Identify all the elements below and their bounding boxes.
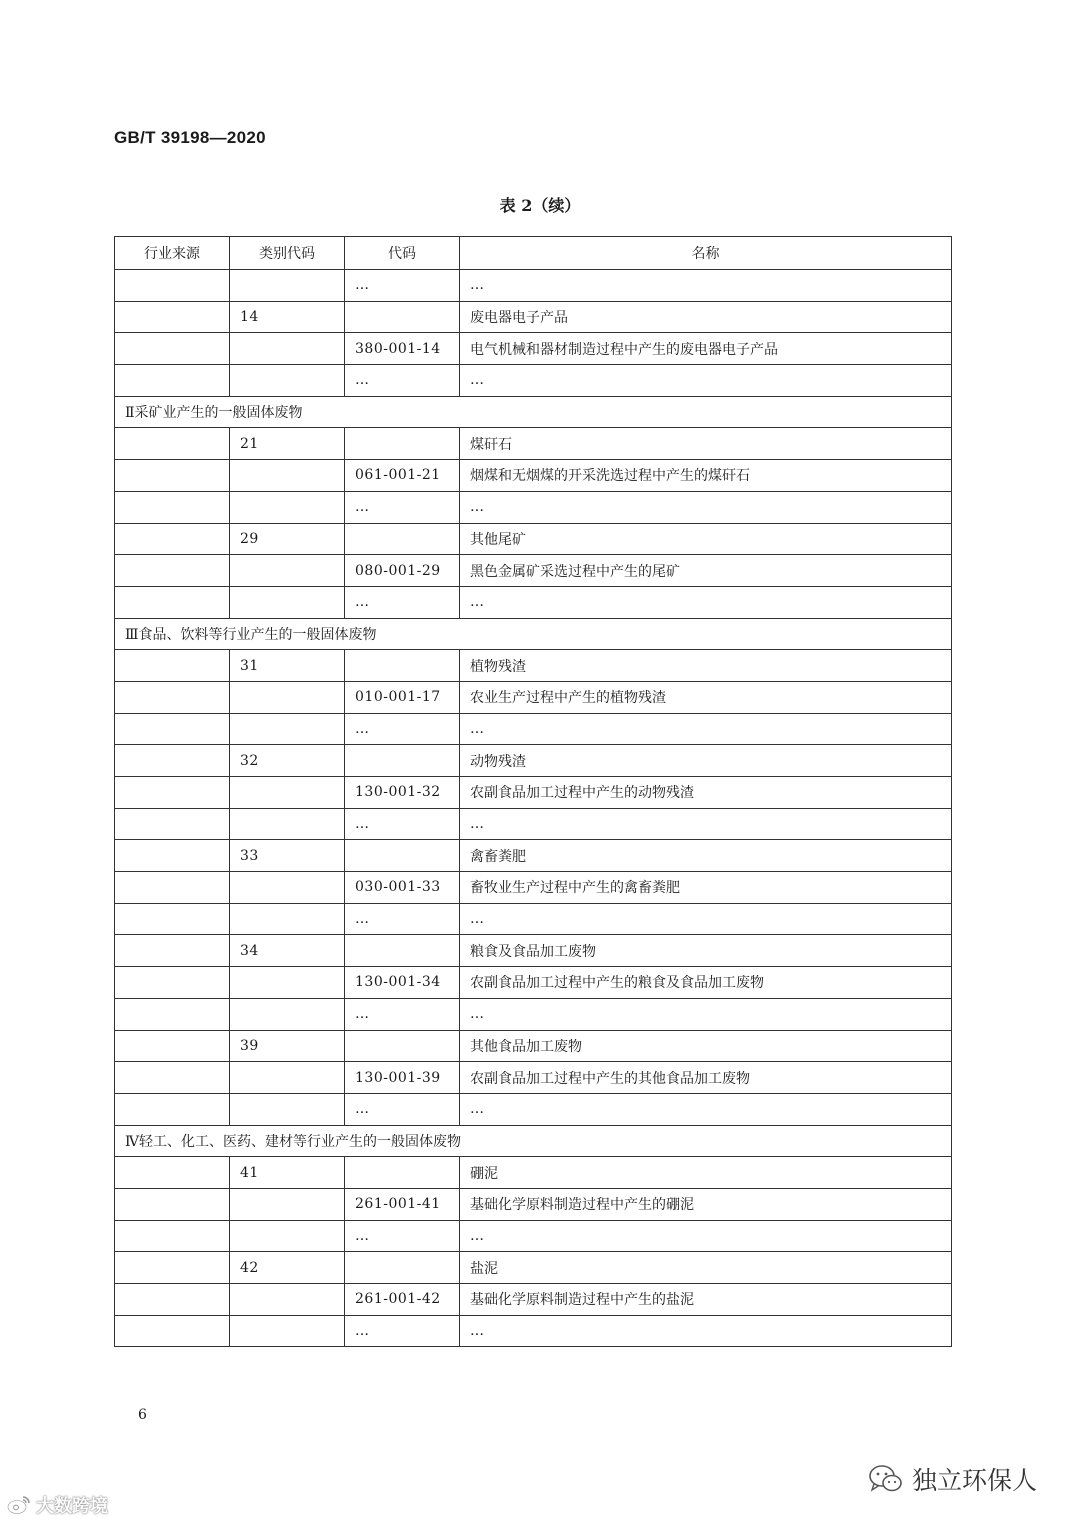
watermark-right: [868, 1461, 1037, 1497]
cell-code: 261-001-42: [345, 1284, 460, 1316]
cell-category-code: 31: [230, 650, 345, 682]
cell-name: …: [460, 1220, 952, 1252]
cell-name: …: [460, 1093, 952, 1125]
section-label: Ⅳ轻工、化工、医药、建材等行业产生的一般固体废物: [115, 1125, 952, 1157]
cell-name: 硼泥: [460, 1157, 952, 1189]
cell-source: [115, 333, 230, 365]
cell-source: [115, 270, 230, 302]
cell-code: [345, 301, 460, 333]
cell-code: …: [345, 903, 460, 935]
cell-source: [115, 808, 230, 840]
cell-code: …: [345, 586, 460, 618]
cell-code: 010-001-17: [345, 681, 460, 713]
cell-category-code: [230, 1188, 345, 1220]
watermark-right-text: 独立环保人: [912, 1466, 1038, 1495]
cell-source: [115, 840, 230, 872]
cell-name: …: [460, 365, 952, 397]
cell-source: [115, 1093, 230, 1125]
cell-category-code: [230, 270, 345, 302]
cell-name: 黑色金属矿采选过程中产生的尾矿: [460, 555, 952, 587]
table-row: [115, 713, 952, 745]
cell-name: 其他尾矿: [460, 523, 952, 555]
cell-code: …: [345, 808, 460, 840]
cell-source: [115, 1030, 230, 1062]
table-row: [115, 1093, 952, 1125]
cell-name: 农业生产过程中产生的植物残渣: [460, 681, 952, 713]
cell-name: …: [460, 713, 952, 745]
table-row: [115, 840, 952, 872]
wechat-icon: [868, 1464, 904, 1494]
cell-category-code: [230, 1315, 345, 1347]
cell-source: [115, 1157, 230, 1189]
table-row: [115, 872, 952, 904]
cell-name: 粮食及食品加工废物: [460, 935, 952, 967]
cell-category-code: [230, 967, 345, 999]
table-row: [115, 681, 952, 713]
cell-category-code: [230, 1284, 345, 1316]
cell-category-code: [230, 1093, 345, 1125]
cell-name: 基础化学原料制造过程中产生的盐泥: [460, 1284, 952, 1316]
cell-source: [115, 650, 230, 682]
table-body: [115, 270, 952, 1347]
cell-source: [115, 586, 230, 618]
cell-name: 其他食品加工废物: [460, 1030, 952, 1062]
cell-category-code: [230, 713, 345, 745]
table-row: [115, 523, 952, 555]
cell-code: …: [345, 1315, 460, 1347]
cell-source: [115, 1252, 230, 1284]
cell-code: [345, 1252, 460, 1284]
section-label: Ⅲ食品、饮料等行业产生的一般固体废物: [115, 618, 952, 650]
cell-code: [345, 428, 460, 460]
standard-code: GB/T 39198—2020: [114, 128, 266, 147]
cell-category-code: 21: [230, 428, 345, 460]
waste-classification-table: [114, 236, 952, 1347]
table-row: [115, 1220, 952, 1252]
cell-name: 农副食品加工过程中产生的粮食及食品加工废物: [460, 967, 952, 999]
cell-source: [115, 1284, 230, 1316]
cell-code: [345, 1157, 460, 1189]
cell-code: [345, 523, 460, 555]
cell-code: …: [345, 1093, 460, 1125]
cell-name: …: [460, 270, 952, 302]
cell-name: …: [460, 491, 952, 523]
cell-source: [115, 1220, 230, 1252]
table-header-row: [115, 237, 952, 270]
table-row: [115, 650, 952, 682]
table-row: [115, 460, 952, 492]
table-row: [115, 333, 952, 365]
cell-source: [115, 935, 230, 967]
table-row: [115, 967, 952, 999]
cell-source: [115, 301, 230, 333]
page-number: 6: [138, 1407, 147, 1423]
section-row: [115, 396, 952, 428]
cell-code: 080-001-29: [345, 555, 460, 587]
cell-source: [115, 745, 230, 777]
cell-name: 植物残渣: [460, 650, 952, 682]
cell-category-code: [230, 365, 345, 397]
cell-source: [115, 523, 230, 555]
cell-source: [115, 460, 230, 492]
cell-category-code: [230, 586, 345, 618]
cell-name: 农副食品加工过程中产生的其他食品加工废物: [460, 1062, 952, 1094]
table-title: 表 2（续）: [499, 196, 581, 215]
cell-source: [115, 872, 230, 904]
cell-source: [115, 713, 230, 745]
table-row: [115, 491, 952, 523]
cell-code: 061-001-21: [345, 460, 460, 492]
cell-name: …: [460, 998, 952, 1030]
table-row: [115, 555, 952, 587]
cell-name: 动物残渣: [460, 745, 952, 777]
cell-category-code: [230, 1062, 345, 1094]
table-row: [115, 1157, 952, 1189]
table-row: [115, 935, 952, 967]
cell-source: [115, 903, 230, 935]
watermark-left: [6, 1492, 108, 1518]
cell-code: 130-001-32: [345, 777, 460, 809]
cell-source: [115, 365, 230, 397]
cell-code: …: [345, 713, 460, 745]
cell-code: 130-001-39: [345, 1062, 460, 1094]
table-row: [115, 301, 952, 333]
cell-source: [115, 967, 230, 999]
cell-category-code: [230, 777, 345, 809]
column-header-category-code: 类别代码: [230, 237, 345, 270]
table-row: [115, 1062, 952, 1094]
table-row: [115, 365, 952, 397]
table-row: [115, 586, 952, 618]
cell-category-code: 33: [230, 840, 345, 872]
column-header-name: 名称: [460, 237, 952, 270]
cell-source: [115, 428, 230, 460]
cell-code: [345, 745, 460, 777]
cell-code: …: [345, 1220, 460, 1252]
cell-category-code: 34: [230, 935, 345, 967]
section-label: Ⅱ采矿业产生的一般固体废物: [115, 396, 952, 428]
section-row: [115, 618, 952, 650]
cell-name: …: [460, 586, 952, 618]
cell-category-code: [230, 808, 345, 840]
cell-source: [115, 555, 230, 587]
cell-category-code: 14: [230, 301, 345, 333]
cell-code: 380-001-14: [345, 333, 460, 365]
table-row: [115, 777, 952, 809]
cell-name: 电气机械和器材制造过程中产生的废电器电子产品: [460, 333, 952, 365]
cell-source: [115, 1188, 230, 1220]
cell-name: 烟煤和无烟煤的开采洗选过程中产生的煤矸石: [460, 460, 952, 492]
watermark-left-text: 大数跨境: [36, 1496, 108, 1517]
cell-name: 畜牧业生产过程中产生的禽畜粪肥: [460, 872, 952, 904]
cell-category-code: 42: [230, 1252, 345, 1284]
cell-name: 禽畜粪肥: [460, 840, 952, 872]
cell-source: [115, 1062, 230, 1094]
table-row: [115, 808, 952, 840]
cell-code: 030-001-33: [345, 872, 460, 904]
cell-category-code: [230, 491, 345, 523]
cell-name: 盐泥: [460, 1252, 952, 1284]
table-row: [115, 1284, 952, 1316]
cell-name: …: [460, 903, 952, 935]
table-row: [115, 745, 952, 777]
cell-name: 废电器电子产品: [460, 301, 952, 333]
table-row: [115, 1188, 952, 1220]
cell-category-code: [230, 1220, 345, 1252]
cell-source: [115, 681, 230, 713]
cell-source: [115, 491, 230, 523]
cell-category-code: 41: [230, 1157, 345, 1189]
cell-code: [345, 650, 460, 682]
cell-code: …: [345, 491, 460, 523]
cell-category-code: [230, 555, 345, 587]
cell-source: [115, 998, 230, 1030]
cell-category-code: [230, 333, 345, 365]
cell-code: …: [345, 365, 460, 397]
table-row: [115, 998, 952, 1030]
cell-category-code: [230, 998, 345, 1030]
column-header-code: 代码: [345, 237, 460, 270]
cell-category-code: [230, 872, 345, 904]
table-row: [115, 903, 952, 935]
cell-name: …: [460, 1315, 952, 1347]
table-row: [115, 1252, 952, 1284]
cell-name: …: [460, 808, 952, 840]
cell-category-code: [230, 460, 345, 492]
section-row: [115, 1125, 952, 1157]
cell-code: …: [345, 998, 460, 1030]
table-row: [115, 270, 952, 302]
cell-source: [115, 777, 230, 809]
table-row: [115, 1030, 952, 1062]
cell-code: 261-001-41: [345, 1188, 460, 1220]
cell-category-code: 32: [230, 745, 345, 777]
cell-code: [345, 935, 460, 967]
cell-category-code: [230, 903, 345, 935]
cell-code: [345, 840, 460, 872]
cell-category-code: [230, 681, 345, 713]
cell-code: [345, 1030, 460, 1062]
cell-code: 130-001-34: [345, 967, 460, 999]
cell-name: 煤矸石: [460, 428, 952, 460]
cell-name: 基础化学原料制造过程中产生的硼泥: [460, 1188, 952, 1220]
cell-name: 农副食品加工过程中产生的动物残渣: [460, 777, 952, 809]
table-row: [115, 428, 952, 460]
table-row: [115, 1315, 952, 1347]
cell-code: …: [345, 270, 460, 302]
cell-category-code: 29: [230, 523, 345, 555]
cell-source: [115, 1315, 230, 1347]
cell-category-code: 39: [230, 1030, 345, 1062]
column-header-source: 行业来源: [115, 237, 230, 270]
weibo-logo-icon: [6, 1494, 32, 1516]
